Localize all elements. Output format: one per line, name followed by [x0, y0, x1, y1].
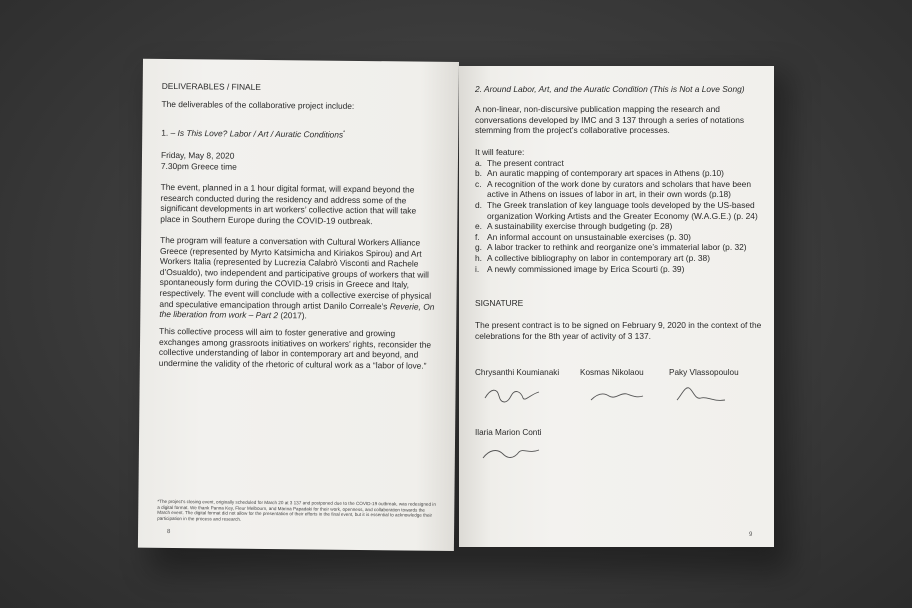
list-text: A labor tracker to rethink and reorganize one’s immaterial labor (p. 32): [487, 242, 747, 253]
event-time: 7.30pm Greece time: [160, 160, 237, 172]
list-item: [475, 253, 763, 264]
left-intro: The deliverables of the collaborative project include:: [161, 98, 355, 111]
signature-heading: SIGNATURE: [475, 298, 524, 308]
para2-main: The program will feature a conversation with Cultural Workers Alliance Greece (represented by Myrto Katsimicha and Kiriakos Spirou) and Art Workers Italia (represented by Lucrezia Calabrò Visconti and Rachele d’Osualdo), two independent and participative groups of workers that will spontaneously form during the COVID-19 crisis in Greece and Italy, respectively. The event will conclude with a collective exercise of physical and speculative emancipation through artist Danilo Correale’s: [159, 234, 432, 311]
signatory-name: Kosmas Nikolaou: [580, 368, 644, 377]
right-page-number: 9: [749, 532, 753, 538]
list-letter: f.: [475, 231, 480, 242]
para2-end: (2017).: [277, 310, 307, 321]
para2-italic: Reverie, On the liberation from work – Part 2: [159, 300, 435, 321]
feature-list: [475, 158, 763, 275]
list-letter: c.: [475, 178, 482, 189]
signatory-name: Chrysanthi Koumianaki: [475, 368, 560, 377]
list-letter: e.: [475, 221, 482, 232]
footnote-mark: *: [343, 129, 346, 136]
list-letter: a.: [475, 157, 482, 168]
list-text: A collective bibliography on labor in contemporary art (p. 38): [487, 252, 710, 263]
left-paragraph-1: The event, planned in a 1 hour digital format, will expand beyond the research conducted during the residency and address some of the significant developments in art workers’ collective action that will take place in Southern Europe during the COVID-19 outbreak.: [160, 181, 417, 226]
right-description: A non-linear, non-discursive publication mapping the research and conversations developed by IMC and 3 137 through a series of notations stemming from the project’s collaborative processes.: [475, 104, 745, 136]
right-title: 2. Around Labor, Art, and the Auratic Condition (This is Not a Love Song): [475, 84, 745, 94]
list-item: [475, 221, 763, 232]
left-page: [138, 59, 459, 551]
handwritten-signature: [479, 442, 543, 466]
list-text: The Greek translation of key language tools developed by the US-based organization Working Artists and the Greater Economy (W.A.G.E.) (p. 24): [487, 199, 758, 221]
list-letter: d.: [475, 199, 482, 210]
list-item: [475, 232, 763, 243]
left-paragraph-2: [159, 235, 438, 323]
left-page-number: 8: [167, 528, 171, 536]
list-letter: g.: [475, 242, 482, 253]
list-text: The present contract: [487, 157, 564, 168]
footnote: *The project’s closing event, originally scheduled for March 20 at 3 137 and postponed due to the COVID-19 outbreak, was redesigned in a digital format. We thank Panna Key, Fleur Melbourn, and Marina Papadaki for their work, openness, and collaboration towards the March event. The digital format did not allow for the presentation of their efforts in the final event, but it is essential to acknowledge their participation in the process and research.: [157, 498, 436, 522]
feature-intro: It will feature:: [475, 147, 525, 157]
list-text: A sustainability exercise through budgeting (p. 28): [487, 221, 673, 232]
right-page: [459, 66, 774, 547]
left-paragraph-3: This collective process will aim to foster generative and growing exchanges among grassroots initiatives on workers’ rights, reconsider the collective understanding of labor in contemporary art and beyond, and undermine the validity of the rhetoric of cultural work as a “labor of love.”: [158, 325, 432, 371]
list-item: [475, 168, 763, 179]
list-letter: i.: [475, 263, 480, 274]
handwritten-signature: [673, 382, 729, 406]
list-text: An auratic mapping of contemporary art spaces in Athens (p.10): [487, 168, 724, 179]
signature-text: The present contract is to be signed on February 9, 2020 in the context of the celebrations for the 8th year of activity of 3 137.: [475, 320, 762, 341]
item1-title: Is This Love? Labor / Art / Auratic Conditions: [177, 127, 344, 140]
deliverable-1-title: [161, 126, 441, 141]
handwritten-signature: [587, 386, 647, 406]
list-item: [475, 179, 763, 200]
list-text: A newly commissioned image by Erica Scourti (p. 39): [487, 263, 685, 274]
signatory-name: Ilaria Marion Conti: [475, 428, 542, 437]
left-heading: DELIVERABLES / FINALE: [161, 80, 261, 92]
list-item: [475, 158, 763, 169]
handwritten-signature: [483, 384, 543, 408]
list-letter: h.: [475, 252, 482, 263]
signatory-name: Paky Vlassopoulou: [669, 368, 739, 377]
list-item: [475, 242, 763, 253]
item1-prefix: 1. –: [161, 127, 178, 138]
event-date: Friday, May 8, 2020: [160, 149, 235, 161]
list-letter: b.: [475, 168, 482, 179]
list-item: [475, 200, 763, 221]
list-text: A recognition of the work done by curators and scholars that have been active in Athens on issues of labor in art, in their own words (p.18): [487, 178, 751, 200]
list-text: An informal account on unsustainable exercises (p. 30): [487, 231, 691, 242]
list-item: [475, 264, 763, 275]
